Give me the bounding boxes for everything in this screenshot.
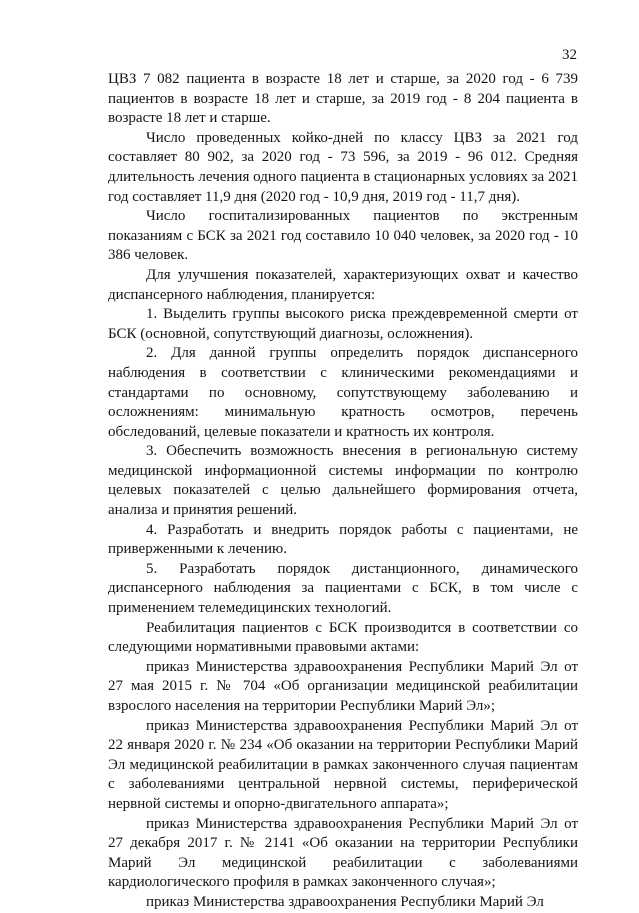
paragraph-rehabilitation-intro: Реабилитация пациентов с БСК производится в соответствии со следующими нормативными правовыми актами: — [108, 619, 578, 656]
list-item-2: 2. Для данной группы определить порядок диспансерного наблюдения в соответствии с клиническими рекомендациями и стандартами по основному, сопутствующему заболеванию и осложнениям: минимальную кратность осмотров, перечень обследований, целевые показатели и кратность их контроля. — [108, 345, 578, 440]
paragraph-bed-days: Число проведенных койко-дней по классу ЦВЗ за 2021 год составляет 80 902, за 2020 год - 73 596, за 2019 - 96 012. Средняя длительность лечения одного пациента в стационарных условиях за 2021 год составляет 11,9 дня (2020 год - 10,9 дня, 2019 год - 11,7 дня). — [108, 129, 578, 205]
paragraph-cvz-patients: ЦВЗ 7 082 пациента в возрасте 18 лет и старше, за 2020 год - 6 739 пациентов в возрасте 18 лет и старше, за 2019 год - 8 204 пациента в возрасте 18 лет и старше. — [108, 71, 578, 127]
list-item-4: 4. Разработать и внедрить порядок работы с пациентами, не приверженными к лечению. — [108, 521, 578, 558]
document-body — [108, 70, 578, 913]
list-item-3: 3. Обеспечить возможность внесения в региональную систему медицинской информационной системы информации по контролю целевых показателей с целью дальнейшего формирования отчета, анализа и принятия решений. — [108, 443, 578, 519]
page-number: 32 — [562, 47, 577, 63]
list-item-1: 1. Выделить группы высокого риска преждевременной смерти от БСК (основной, сопутствующий диагнозы, осложнения). — [108, 306, 578, 342]
order-partial: приказ Министерства здравоохранения Республики Марий Эл — [146, 893, 544, 910]
list-item-5: 5. Разработать порядок дистанционного, динамического диспансерного наблюдения за пациентами с БСК, в том числе с применением телемедицинских технологий. — [108, 560, 578, 617]
paragraph-emergency-hospitalizations: Число госпитализированных пациентов по экстренным показаниям с БСК за 2021 год составило 10 040 человек, за 2020 год - 10 386 человек. — [108, 208, 578, 264]
order-234: приказ Министерства здравоохранения Республики Марий Эл от 22 января 2020 г. № 234 «Об оказании на территории Республики Марий Эл медицинской реабилитации в рамках законченного случая пациентам с заболеваниями центральной нервной системы, периферической нервной системы и опорно-двигательного аппарата»; — [108, 717, 578, 812]
order-2141: приказ Министерства здравоохранения Республики Марий Эл от 27 декабря 2017 г. № 2141 «Об оказании на территории Республики Марий Эл медицинской реабилитации с заболеваниями кардиологического профиля в рамках законченного случая»; — [108, 815, 578, 891]
paragraph-plan-intro: Для улучшения показателей, характеризующих охват и качество диспансерного наблюдения, планируется: — [108, 266, 578, 303]
order-704: приказ Министерства здравоохранения Республики Марий Эл от 27 мая 2015 г. № 704 «Об организации медицинской реабилитации взрослого населения на территории Республики Марий Эл»; — [108, 658, 578, 714]
